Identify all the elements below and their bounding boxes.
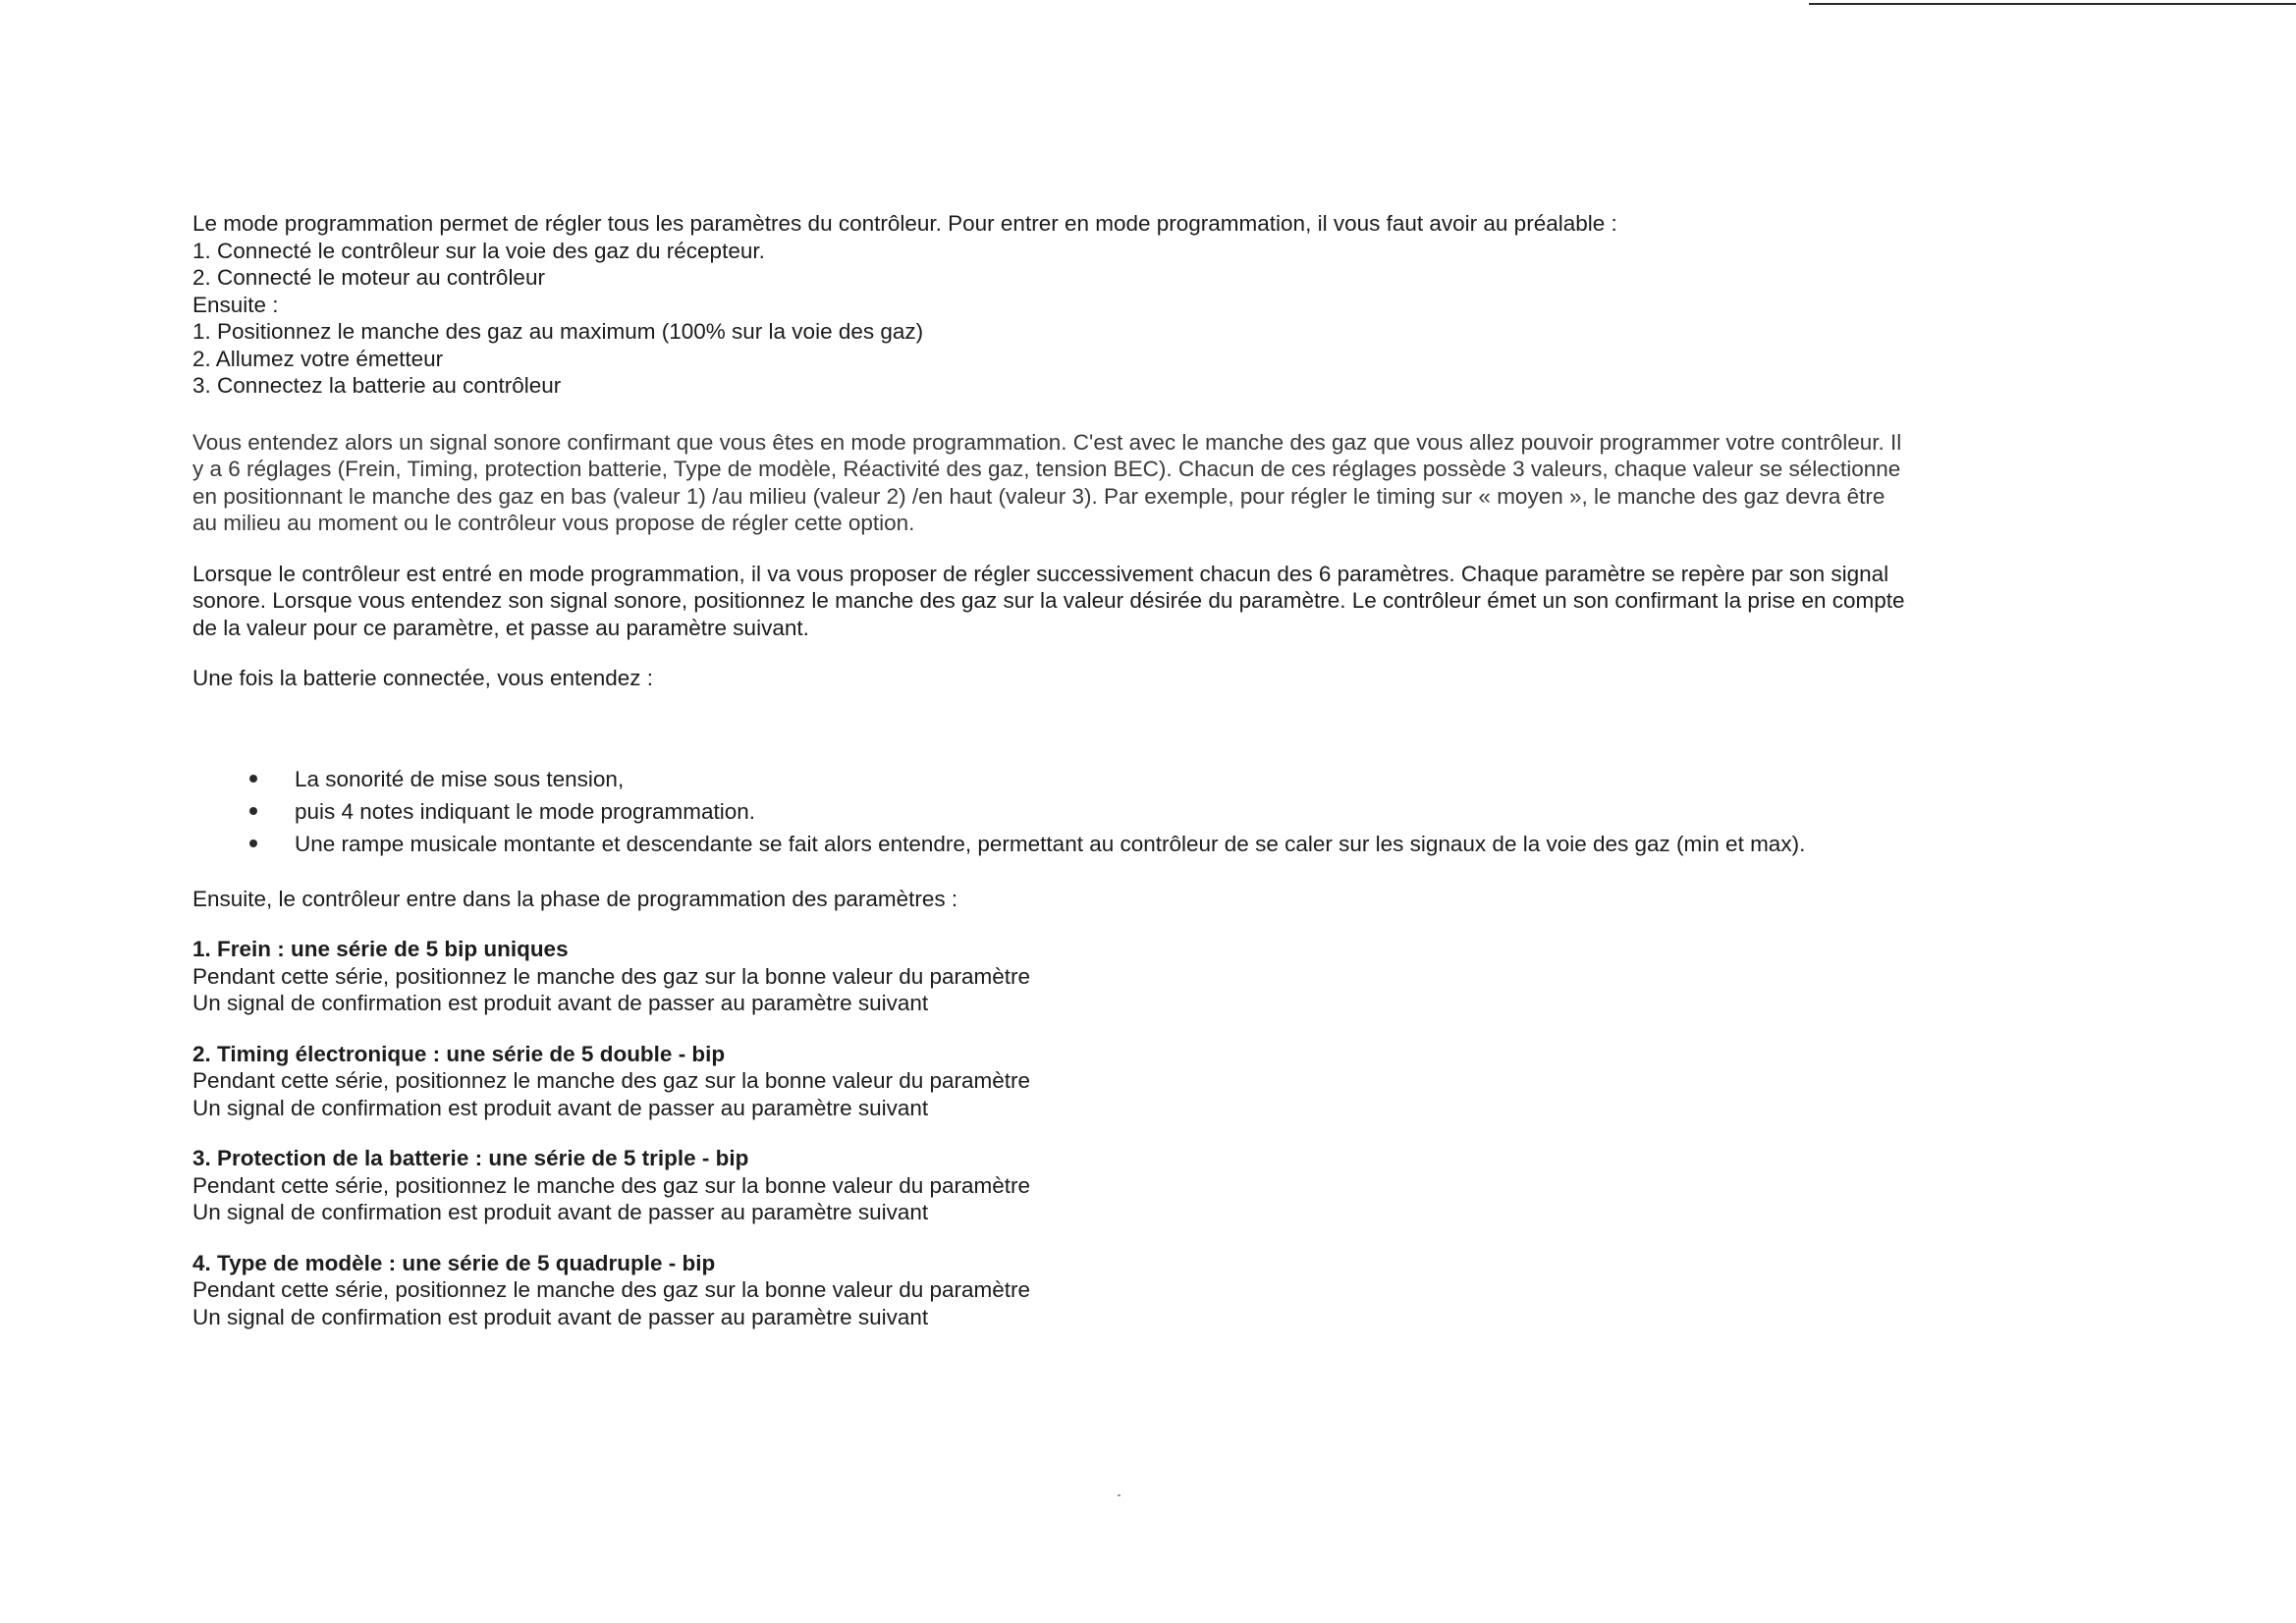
parameter-type-modele [192,1250,2157,1331]
paragraph-line: Lorsque le contrôleur est entré en mode programmation, il va vous proposer de régler successivement chacun des 6 paramètres. Chaque paramètre se repère par son signal [192,561,1889,586]
prereq-item: 2. Connecté le moteur au contrôleur [192,265,545,290]
paragraph-line: sonore. Lorsque vous entendez son signal sonore, positionnez le manche des gaz sur la valeur désirée du paramètre. Le contrôleur émet un son confirmant la prise en compte [192,588,1905,613]
parameter-instruction: Pendant cette série, positionnez le manche des gaz sur la bonne valeur du paramètre [192,963,1031,989]
step-item: 3. Connectez la batterie au contrôleur [192,373,562,398]
parameter-confirmation: Un signal de confirmation est produit avant de passer au paramètre suivant [192,991,929,1015]
parameter-title: 2. Timing électronique : une série de 5 double - bip [192,1041,726,1066]
parameter-batterie [192,1145,2157,1226]
parameter-title: 3. Protection de la batterie : une série de 5 triple - bip [192,1146,749,1170]
parameter-instruction: Pendant cette série, positionnez le manche des gaz sur la bonne valeur du paramètre [192,1172,1031,1198]
bullet-list [192,763,2157,860]
paragraph-line: au milieu au moment ou le contrôleur vous propose de régler cette option. [192,511,915,535]
bullet-item: puis 4 notes indiquant le mode programmation. [192,795,2157,828]
parameter-title: 4. Type de modèle : une série de 5 quadruple - bip [192,1250,716,1275]
parameter-instruction: Pendant cette série, positionnez le manche des gaz sur la bonne valeur du paramètre [192,1277,1031,1302]
parameter-confirmation: Un signal de confirmation est produit avant de passer au paramètre suivant [192,1200,929,1224]
paragraph-line: Vous entendez alors un signal sonore confirmant que vous êtes en mode programmation. C'est avec le manche des gaz que vous allez pouvoir programmer votre contrôleur. Il [192,429,1902,455]
prereq-list [192,238,2157,292]
then-label: Ensuite : [192,292,279,317]
step-item: 1. Positionnez le manche des gaz au maximum (100% sur la voie des gaz) [192,319,924,344]
scan-mark [1118,1494,1121,1496]
paragraph-line: de la valeur pour ce paramètre, et passe au paramètre suivant. [192,615,809,640]
parameter-confirmation: Un signal de confirmation est produit avant de passer au paramètre suivant [192,1095,929,1120]
parameter-title: 1. Frein : une série de 5 bip uniques [192,937,569,961]
document-page [192,210,2157,1330]
top-rule [1809,3,2296,5]
phase-line: Ensuite, le contrôleur entre dans la phase de programmation des paramètres : [192,886,958,911]
paragraph-programming-signal [192,429,2157,537]
parameter-confirmation: Un signal de confirmation est produit avant de passer au paramètre suivant [192,1304,929,1329]
paragraph-line: y a 6 réglages (Frein, Timing, protection batterie, Type de modèle, Réactivité des gaz, tension BEC). Chacun de ces réglages possède 3 valeurs, chaque valeur se sélectionne [192,457,1901,481]
bullet-item: Une rampe musicale montante et descendante se fait alors entendre, permettant au contrôleur de se caler sur les signaux de la voie des gaz (min et max). [192,828,2157,860]
step-list [192,318,2157,400]
step-item: 2. Allumez votre émetteur [192,346,444,371]
parameter-frein [192,936,2157,1017]
parameter-instruction: Pendant cette série, positionnez le manche des gaz sur la bonne valeur du paramètre [192,1068,1031,1093]
intro-line: Le mode programmation permet de régler tous les paramètres du contrôleur. Pour entrer en mode programmation, il vous faut avoir au préalable : [192,211,1617,236]
paragraph-parameter-sequence [192,561,2157,642]
bullet-item: La sonorité de mise sous tension, [192,763,2157,795]
paragraph-line: en positionnant le manche des gaz en bas (valeur 1) /au milieu (valeur 2) /en haut (valeur 3). Par exemple, pour régler le timing sur « moyen », le manche des gaz devra être [192,483,1886,509]
prereq-item: 1. Connecté le contrôleur sur la voie des gaz du récepteur. [192,238,765,263]
parameter-timing [192,1041,2157,1122]
battery-line: Une fois la batterie connectée, vous entendez : [192,666,654,690]
